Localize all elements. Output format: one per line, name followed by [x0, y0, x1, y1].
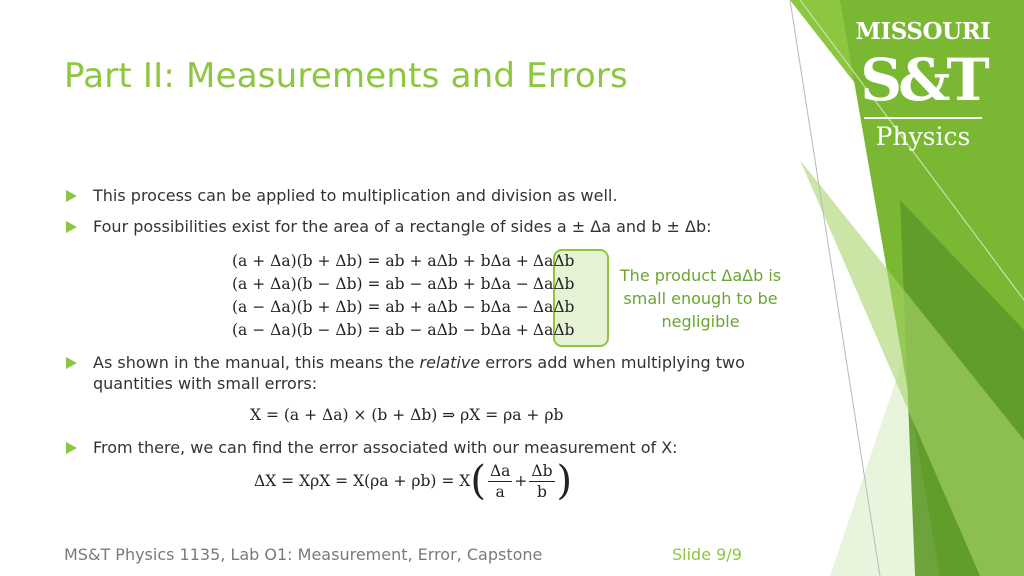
bullet-arrow-icon	[66, 442, 77, 454]
bullet-1-text: This process can be applied to multiplication and division as well.	[93, 186, 618, 205]
error-eq-left: ΔX = XρX = X(ρa + ρb) = X	[254, 472, 471, 490]
fraction-denominator: b	[536, 482, 547, 501]
equation-line	[232, 319, 577, 342]
equation-lhs: (a + Δa)(b + Δb) = ab + aΔb + bΔa +	[232, 252, 529, 270]
logo-top-text: MISSOURI	[855, 18, 991, 45]
equation-lhs: (a − Δa)(b + Δb) = ab + aΔb − bΔa −	[232, 298, 529, 316]
slide-title: Part II: Measurements and Errors	[64, 56, 628, 96]
equation-tail: ΔaΔb	[532, 321, 575, 339]
bullet-3-text	[93, 352, 783, 394]
bullet-3-text-start: As shown in the manual, this means the	[93, 353, 420, 372]
missouri-st-physics-logo	[848, 18, 998, 151]
equation-line	[232, 296, 577, 319]
fraction-denominator: a	[495, 482, 505, 501]
relative-error-equation: X = (a + Δa) × (b + Δb) ⇒ ρX = ρa + ρb	[250, 406, 564, 424]
logo-rule	[864, 117, 982, 119]
fraction-numerator: Δb	[531, 461, 553, 480]
error-propagation-equation	[254, 458, 572, 504]
logo-mark: S&T	[860, 46, 986, 114]
bullet-arrow-icon	[66, 190, 77, 202]
equation-lhs: (a + Δa)(b − Δb) = ab − aΔb + bΔa −	[232, 275, 529, 293]
logo-bottom-text: Physics	[875, 122, 971, 151]
equation-tail: ΔaΔb	[532, 275, 575, 293]
equation-tail: ΔaΔb	[532, 252, 575, 270]
fraction-numerator: Δa	[489, 461, 511, 480]
close-paren: )	[556, 458, 573, 504]
equation-line	[232, 250, 577, 273]
bullet-arrow-icon	[66, 357, 77, 369]
bullet-2-text: Four possibilities exist for the area of a rectangle of sides a ± Δa and b ± Δb:	[93, 217, 712, 236]
fraction-da-over-a	[488, 461, 512, 502]
equation-lhs: (a − Δa)(b − Δb) = ab − aΔb − bΔa +	[232, 321, 529, 339]
open-paren: (	[470, 458, 486, 504]
fraction-db-over-b	[529, 461, 554, 502]
negligible-note: The product ΔaΔb is small enough to be negligible	[619, 266, 782, 331]
equation-tail: ΔaΔb	[532, 298, 575, 316]
plus-sign: +	[514, 472, 528, 490]
footer-course-title: MS&T Physics 1135, Lab O1: Measurement, Error, Capstone	[64, 545, 543, 564]
bullet-4-text: From there, we can find the error associated with our measurement of X:	[93, 438, 678, 457]
bullet-3-text-end: errors add when multiplying two quantities with small errors:	[93, 353, 745, 393]
slide-number: Slide 9/9	[672, 545, 742, 564]
bullet-3-emphasis: relative	[419, 353, 481, 372]
equation-line	[232, 273, 577, 296]
bullet-arrow-icon	[66, 221, 77, 233]
area-equations	[232, 250, 577, 342]
